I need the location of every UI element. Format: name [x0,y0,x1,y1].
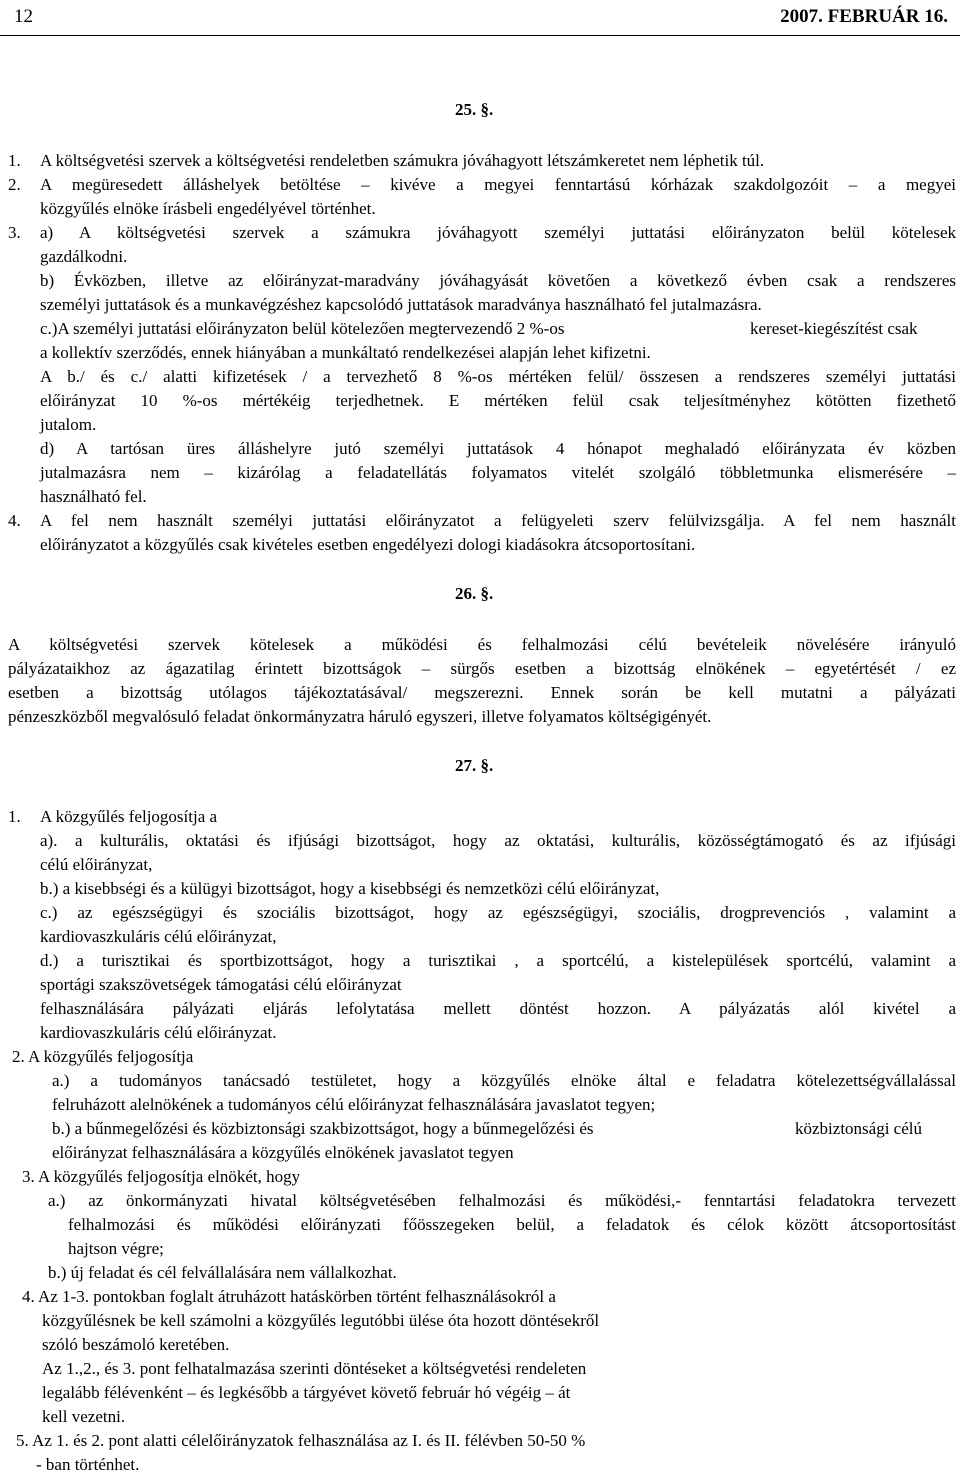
text-line: 1. [8,807,21,826]
text-line: c.) az egészségügyi és szociális bizottságot, hogy az egészségügyi, szociális, drogprevenciós , valamint a [40,903,956,922]
text-line: a.) az önkormányzati hivatal költségvetésében felhalmozási és működési,- fenntartási feladatokra tervezett [48,1191,956,1210]
text-line: előirányzat felhasználására a közgyűlés elnökének javaslatot tegyen [52,1143,514,1162]
text-line: A közgyűlés feljogosítja a [40,807,218,826]
text-line: felhalmozási és működési előirányzati főösszegeken belül, a feladatok és célok között átcsoportosítást [68,1215,956,1234]
section-title-s27: 27. §. [455,756,494,775]
text-line: 4. [8,511,21,530]
text-line: - ban történhet. [36,1455,140,1474]
text-line: kell vezetni. [42,1407,126,1426]
text-line: kardiovaszkuláris célú előirányzat. [40,1023,277,1042]
text-line: célú előirányzat, [40,855,153,874]
text-line: közbiztonsági célú [795,1119,922,1138]
text-line: hajtson végre; [68,1239,164,1258]
text-line: használható fel. [40,487,147,506]
text-line: kereset-kiegészítést csak [750,319,918,338]
text-line: felhasználására pályázati eljárás lefolytatása mellett döntést hozzon. A pályázatás alól kivétel a [40,999,956,1018]
text-line: a) A költségvetési szervek a számukra jóváhagyott személyi juttatási előirányzaton belül kötelesek [40,223,956,242]
text-line: A költségvetési szervek kötelesek a működési és felhalmozási célú bevételeik növelésére irányuló [8,635,956,654]
page-header [0,0,960,36]
text-line: A költségvetési szervek a költségvetési rendeletben számukra jóváhagyott létszámkeretet nem léphetik túl. [40,151,765,170]
page-number: 12 [14,6,33,27]
text-line: b.) a bűnmegelőzési és közbiztonsági szakbizottságot, hogy a bűnmegelőzési és [52,1119,594,1138]
text-line: előirányzatot a közgyűlés csak kivételes esetben engedélyezi dologi kiadásokra átcsoportosítani. [40,535,696,554]
text-line: A megüresedett álláshelyek betöltése – kivéve a megyei fenntartású kórházak szakdolgozóit – a megyei [40,175,956,194]
text-line: legalább félévenként – és legkésőbb a tárgyévet követő február hó végéig – át [42,1383,571,1402]
text-line: 2. A közgyűlés feljogosítja [12,1047,194,1066]
text-line: Az 1.,2., és 3. pont felhatalmazása szerinti döntéseket a költségvetési rendeleten [42,1359,587,1378]
text-line: c.)A személyi juttatási előirányzaton belül kötelezően megtervezendő 2 %-os [40,319,565,338]
text-line: gazdálkodni. [40,247,128,266]
text-line: jutalom. [40,415,97,434]
text-line: b.) a kisebbségi és a külügyi bizottságot, hogy a kisebbségi és nemzetközi célú előirányzat, [40,879,660,898]
text-line: 4. Az 1-3. pontokban foglalt átruházott hatáskörben történt felhasználásokról a [22,1287,556,1306]
text-line: előirányzat 10 %-os mértékéig terjedhetnek. E mértéken felül csak teljesítményhez kötötten fizethető [40,391,956,410]
text-line: 3. [8,223,21,242]
text-line: 1. [8,151,21,170]
text-line: 3. A közgyűlés feljogosítja elnökét, hogy [22,1167,301,1186]
text-line: jutalmazásra nem – kizárólag a feladatellátás folyamatos vitelét szolgáló többletmunka elismerésére – [40,463,956,482]
text-line: A fel nem használt személyi juttatási előirányzatot a felügyeleti szerv felülvizsgálja. A fel nem használt [40,511,956,530]
text-line: szóló beszámoló keretében. [42,1335,230,1354]
text-line: sportági szakszövetségek támogatási célú előirányzat [40,975,402,994]
text-line: d) A tartósan üres álláshelyre jutó személyi juttatások 4 hónapot meghaladó előirányzata év közben [40,439,956,458]
text-line: személyi juttatások és a munkavégzéshez kapcsolódó juttatások maradványa használható fel jutalmazásra. [40,295,762,314]
text-line: pénzeszközből megvalósuló feladat önkormányzatra háruló egyszeri, illetve folyamatos költségigényét. [8,707,712,726]
text-line: felruházott alelnökének a tudományos célú előirányzat felhasználására javaslatot tegyen; [52,1095,656,1114]
text-line: d.) a turisztikai és sportbizottságot, hogy a turisztikai , a sportcélú, a kistelepülések sportcélú, valamint a [40,951,956,970]
text-line: kardiovaszkuláris célú előirányzat, [40,927,277,946]
text-line: A b./ és c./ alatti kifizetések / a tervezhető 8 %-os mértéken felül/ összesen a rendszeres személyi juttatási [40,367,956,386]
text-line: 5. Az 1. és 2. pont alatti célelőirányzatok felhasználása az I. és II. félévben 50-50 % [16,1431,586,1450]
text-line: pályázataikhoz az ágazatilag érintett bizottságok – sürgős esetben a bizottság elnökének – egyetértését / ez [8,659,956,678]
text-line: közgyűlésnek be kell számolni a közgyűlés legutóbbi ülése óta hozott döntésekről [42,1311,600,1330]
text-line: a). a kulturális, oktatási és ifjúsági bizottságot, hogy az oktatási, kulturális, közösségtámogató és az ifjúsági [40,831,956,850]
text-line: b) Évközben, illetve az előirányzat-maradvány jóváhagyását követően a következő évben csak a rendszeres [40,271,956,290]
text-line: esetben a bizottság utólagos tájékoztatásával/ megszerezni. Ennek során be kell mutatni a pályázati [8,683,956,702]
header-rule [0,35,960,36]
text-line: közgyűlés elnöke írásbeli engedélyével történhet. [40,199,376,218]
text-line: 2. [8,175,21,194]
text-line: a.) a tudományos tanácsadó testületet, hogy a közgyűlés elnöke által e feladatra kötelezettségvállalással [52,1071,956,1090]
text-line: a kollektív szerződés, ennek hiányában a munkáltató rendelkezései alapján lehet kifizetni. [40,343,651,362]
text-line: b.) új feladat és cél felvállalására nem vállalkozhat. [48,1263,397,1282]
issue-date: 2007. FEBRUÁR 16. [780,6,948,27]
section-title-s25: 25. §. [455,100,494,119]
section-title-s26: 26. §. [455,584,494,603]
